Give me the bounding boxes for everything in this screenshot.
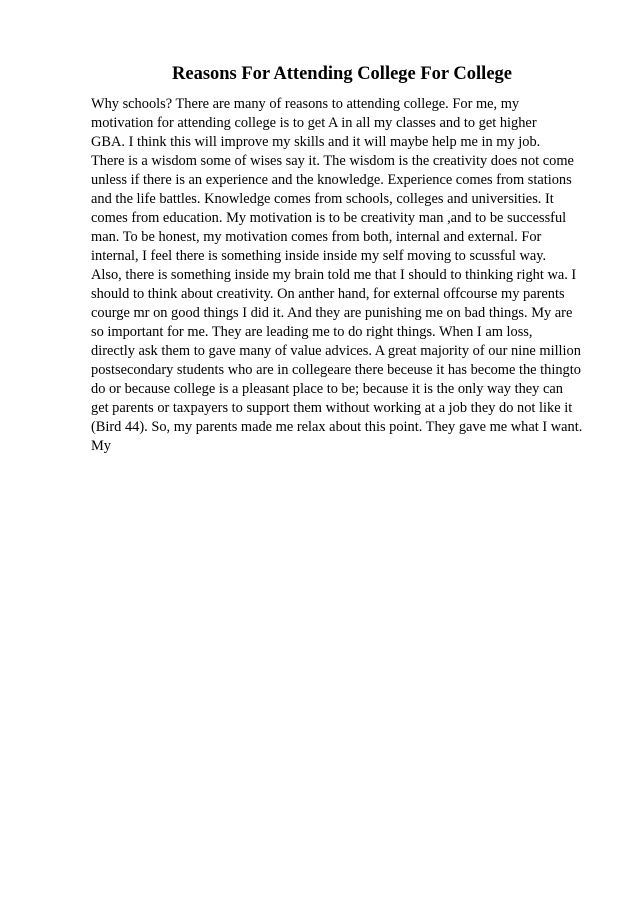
document-title: Reasons For Attending College For College: [172, 64, 512, 84]
essay-body: [91, 95, 611, 456]
essay-line: GBA. I think this will improve my skills and it will maybe help me in my job.: [91, 134, 541, 150]
essay-line: get parents or taxpayers to support them without working at a job they do not like it: [91, 400, 573, 416]
essay-line: There is a wisdom some of wises say it. The wisdom is the creativity does not come: [91, 153, 574, 169]
essay-line: should to think about creativity. On anther hand, for external offcourse my parents: [91, 286, 565, 302]
essay-line: Also, there is something inside my brain told me that I should to thinking right wa. I: [91, 267, 577, 283]
essay-line: Why schools? There are many of reasons to attending college. For me, my: [91, 96, 520, 112]
essay-line: courge mr on good things I did it. And they are punishing me on bad things. My are: [91, 305, 573, 321]
essay-line: and the life battles. Knowledge comes from schools, colleges and universities. It: [91, 191, 554, 207]
essay-line: (Bird 44). So, my parents made me relax about this point. They gave me what I want.: [91, 419, 583, 435]
essay-line: motivation for attending college is to get A in all my classes and to get higher: [91, 115, 537, 131]
essay-line: unless if there is an experience and the knowledge. Experience comes from stations: [91, 172, 572, 188]
essay-line: directly ask them to gave many of value advices. A great majority of our nine million: [91, 343, 581, 359]
essay-line: My: [91, 438, 111, 454]
essay-line: comes from education. My motivation is to be creativity man ,and to be successful: [91, 210, 567, 226]
essay-line: so important for me. They are leading me to do right things. When I am loss,: [91, 324, 533, 340]
essay-line: postsecondary students who are in collegeare there beceuse it has become the thingto: [91, 362, 581, 378]
essay-line: internal, I feel there is something inside inside my self moving to scussful way.: [91, 248, 547, 264]
essay-line: man. To be honest, my motivation comes from both, internal and external. For: [91, 229, 542, 245]
essay-line: do or because college is a pleasant place to be; because it is the only way they can: [91, 381, 563, 397]
